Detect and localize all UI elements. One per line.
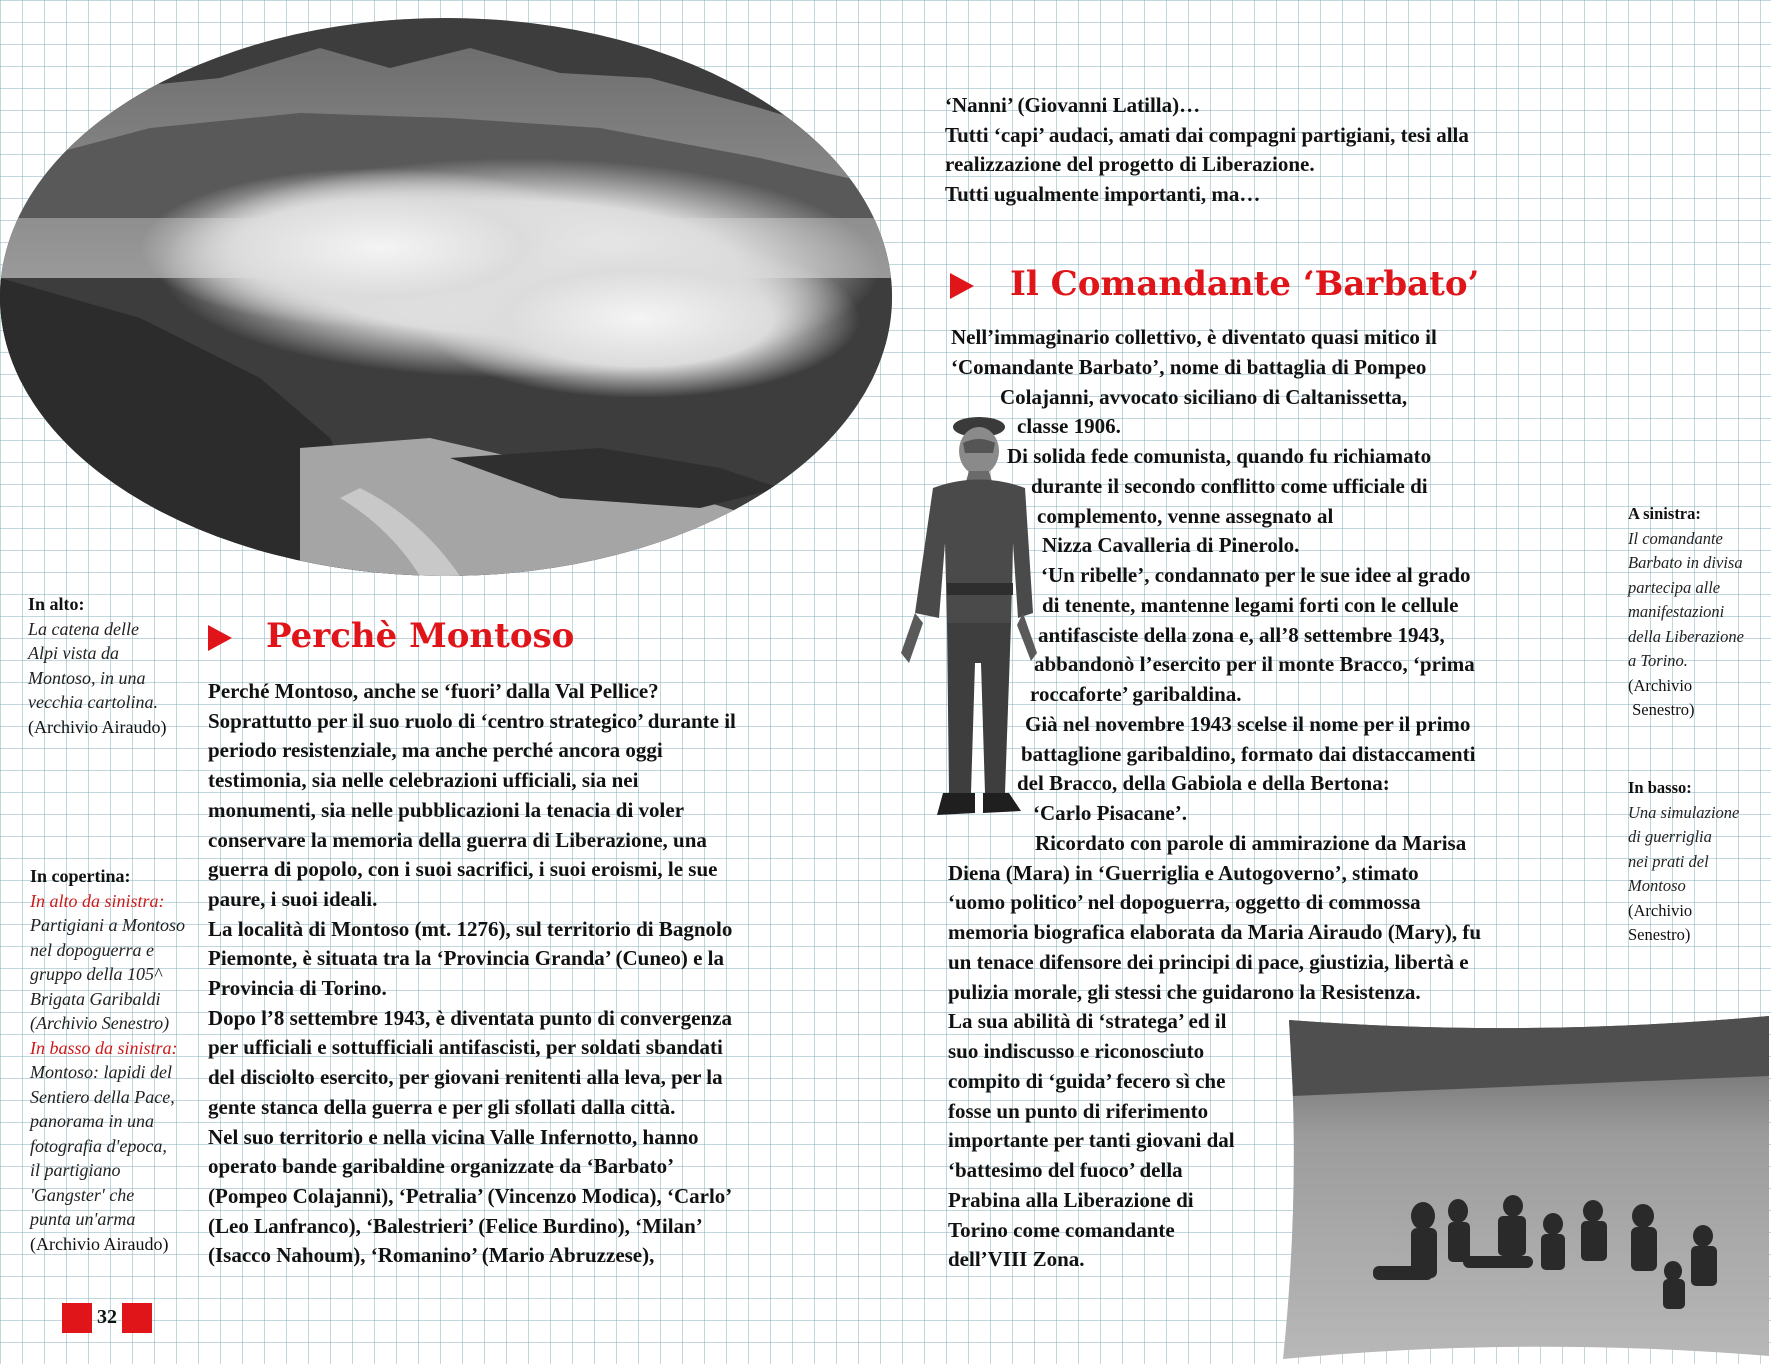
- caption-credit: (Archivio: [1628, 675, 1693, 695]
- body-line: paure, i suoi ideali.: [208, 886, 378, 911]
- body-line-wrapper: [1042, 531, 1299, 561]
- body-line: roccaforte’ garibaldina.: [1030, 682, 1242, 706]
- caption-line: partecipa alle: [1628, 577, 1721, 597]
- body-line: Piemonte, è situata tra la ‘Provincia Granda’ (Cuneo) e la: [208, 946, 724, 971]
- body-line: per ufficiali e sottufficiali antifascisti, per soldati sbandati: [208, 1035, 723, 1060]
- body-line: Nizza Cavalleria di Pinerolo.: [1042, 533, 1300, 558]
- body-line: ‘uomo politico’ nel dopoguerra, oggetto di commossa: [948, 890, 1421, 915]
- page-number: [62, 1303, 150, 1333]
- body-line-wrapper: [1031, 472, 1428, 502]
- body-line: conservare la memoria della guerra di Liberazione, una: [208, 827, 707, 852]
- body-line: battaglione garibaldino, formato dai distaccamenti: [1021, 741, 1476, 766]
- caption-credit: (Archivio: [1628, 900, 1693, 920]
- body-line: ‘battesimo del fuoco’ della: [948, 1158, 1183, 1182]
- body-line-wrapper: [948, 859, 1419, 889]
- body-line-wrapper: [1035, 829, 1466, 859]
- caption-line: gruppo della 105^: [30, 964, 162, 984]
- body-line-wrapper: [1021, 740, 1475, 770]
- body-line-wrapper: [1038, 621, 1445, 651]
- caption-left-portrait: [1628, 502, 1744, 723]
- body-line: Soprattutto per il suo ruolo di ‘centro strategico’ durante il: [208, 708, 736, 733]
- caption-line: (Archivio Senestro): [30, 1013, 170, 1033]
- body-line-wrapper: [1030, 680, 1242, 710]
- caption-credit: Senestro): [1628, 925, 1691, 944]
- page-number-text: 32: [97, 1306, 117, 1328]
- caption-line: Montoso: lapidi del: [30, 1062, 172, 1082]
- page-number-marker-right: [122, 1303, 152, 1333]
- body-line: di tenente, mantenne legami forti con le cellule: [1042, 592, 1459, 617]
- body-line: durante il secondo conflitto come ufficiale di: [1031, 473, 1428, 498]
- body-line: testimonia, sia nelle celebrazioni ufficiali, sia nei: [208, 768, 639, 793]
- body-line: antifasciste della zona e, all’8 settembre 1943,: [1038, 622, 1445, 647]
- intro-line: Tutti ugualmente importanti, ma…: [945, 182, 1261, 207]
- caption-line: vecchia cartolina.: [28, 692, 158, 712]
- body-line: (Isacco Nahoum), ‘Romanino’ (Mario Abruzzese),: [208, 1243, 655, 1268]
- body-line: operato bande garibaldine organizzate da ‘Barbato’: [208, 1154, 675, 1179]
- intro-line: realizzazione del progetto di Liberazione.: [945, 152, 1315, 177]
- caption-sub-label: In alto da sinistra:: [30, 890, 165, 911]
- heading-text: Il Comandante ‘Barbato’: [1010, 264, 1480, 304]
- body-line: (Leo Lanfranco), ‘Balestrieri’ (Felice Burdino), ‘Milan’: [208, 1213, 703, 1238]
- body-line-wrapper: [948, 1186, 1194, 1216]
- body-line: un tenace difensore dei principi di pace, giustizia, libertà e: [948, 949, 1469, 974]
- caption-sub-label: In basso da sinistra:: [30, 1037, 178, 1058]
- body-line-wrapper: [948, 918, 1481, 948]
- body-line: Perché Montoso, anche se ‘fuori’ dalla Val Pellice?: [208, 679, 659, 703]
- body-line: classe 1906.: [1017, 414, 1121, 439]
- body-line: Provincia di Torino.: [208, 976, 387, 1001]
- caption-line: 'Gangster' che: [30, 1184, 135, 1205]
- body-line-wrapper: [951, 353, 1426, 383]
- body-line: ‘Carlo Pisacane’.: [1033, 801, 1187, 825]
- body-line: Già nel novembre 1943 scelse il nome per il primo: [1025, 711, 1471, 736]
- body-line: La località di Montoso (mt. 1276), sul territorio di Bagnolo: [208, 916, 733, 941]
- body-line: gente stanca della guerra e per gli sfollati dalla città.: [208, 1094, 676, 1119]
- caption-line: Montoso: [1628, 876, 1686, 895]
- caption-bottom-photo: [1628, 776, 1739, 948]
- body-line-wrapper: [1041, 561, 1471, 591]
- mountain-photo: [0, 18, 892, 576]
- caption-cover: [30, 864, 185, 1256]
- caption-top: [28, 592, 166, 739]
- heading-text: Perchè Montoso: [266, 616, 575, 656]
- body-line-wrapper: [951, 323, 1437, 353]
- caption-line: fotografia d'epoca,: [30, 1135, 167, 1156]
- body-line: Dopo l’8 settembre 1943, è diventata punto di convergenza: [208, 1005, 732, 1030]
- intro-line: Tutti ‘capi’ audaci, amati dai compagni partigiani, tesi alla: [945, 122, 1469, 147]
- caption-line: La catena delle: [28, 618, 139, 639]
- body-line-wrapper: [1034, 650, 1475, 680]
- triangle-bullet-icon: [950, 273, 974, 299]
- body-line-wrapper: [948, 888, 1421, 918]
- caption-line: nei prati del: [1628, 851, 1709, 871]
- caption-line: panorama in una: [30, 1111, 155, 1131]
- caption-credit: (Archivio Airaudo): [28, 716, 167, 737]
- body-line-wrapper: [948, 1126, 1235, 1156]
- caption-line: Una simulazione: [1628, 802, 1740, 822]
- intro-line: ‘Nanni’ (Giovanni Latilla)…: [945, 93, 1201, 117]
- body-line: La sua abilità di ‘stratega’ ed il: [948, 1009, 1227, 1034]
- body-line: monumenti, sia nelle pubblicazioni la tenacia di voler: [208, 797, 685, 822]
- body-line: del disciolto esercito, per giovani renitenti alla leva, per la: [208, 1065, 723, 1090]
- body-line: fosse un punto di riferimento: [948, 1098, 1209, 1123]
- body-line-wrapper: [948, 1245, 1085, 1275]
- caption-line: Alpi vista da: [28, 643, 119, 663]
- caption-label: In copertina:: [30, 866, 131, 886]
- caption-line: Montoso, in una: [28, 667, 146, 688]
- body-line: Diena (Mara) in ‘Guerriglia e Autogoverno’, stimato: [948, 860, 1419, 885]
- body-line-wrapper: [1037, 502, 1333, 532]
- left-body-text: [208, 677, 736, 1271]
- section-heading-montoso: [208, 616, 574, 656]
- caption-credit: (Archivio Airaudo): [30, 1233, 169, 1254]
- caption-credit: Senestro): [1628, 700, 1695, 719]
- body-line: suo indiscusso e riconosciuto: [948, 1039, 1205, 1063]
- guerrilla-group-photo: [1283, 1016, 1769, 1359]
- body-line: dell’VIII Zona.: [948, 1247, 1085, 1272]
- body-line: (Pompeo Colajanni), ‘Petralia’ (Vincenzo Modica), ‘Carlo’: [208, 1183, 733, 1208]
- page-number-marker-left: [62, 1303, 92, 1333]
- body-line: Colajanni, avvocato siciliano di Caltanissetta,: [1000, 384, 1408, 409]
- caption-label: In alto:: [28, 594, 85, 614]
- caption-line: della Liberazione: [1628, 626, 1744, 646]
- body-line: periodo resistenziale, ma anche perché ancora oggi: [208, 738, 663, 763]
- body-line-wrapper: [948, 1037, 1204, 1067]
- body-line: ‘Un ribelle’, condannato per le sue idee al grado: [1041, 563, 1471, 587]
- body-line: del Bracco, della Gabiola e della Bertona:: [1017, 771, 1390, 796]
- body-line: ‘Comandante Barbato’, nome di battaglia di Pompeo: [951, 354, 1427, 379]
- barbato-portrait-photo: [893, 413, 1045, 843]
- body-line-wrapper: [1000, 383, 1407, 413]
- caption-line: Barbato in divisa: [1628, 553, 1743, 572]
- body-line: compito di ‘guida’ fecero sì che: [948, 1068, 1226, 1093]
- body-line-wrapper: [948, 1156, 1183, 1186]
- body-line-wrapper: [948, 1067, 1225, 1097]
- body-line: memoria biografica elaborata da Maria Airaudo (Mary), fu: [948, 920, 1482, 944]
- body-line-wrapper: [948, 1097, 1208, 1127]
- caption-line: Il comandante: [1628, 528, 1723, 548]
- body-line: abbandonò l’esercito per il monte Bracco, ‘prima: [1034, 652, 1475, 677]
- caption-line: a Torino.: [1628, 651, 1688, 670]
- body-line: importante per tanti giovani dal: [948, 1128, 1235, 1153]
- body-line-wrapper: [1007, 442, 1431, 472]
- caption-line: il partigiano: [30, 1160, 121, 1180]
- caption-line: Brigata Garibaldi: [30, 988, 161, 1009]
- caption-line: nel dopoguerra e: [30, 939, 154, 960]
- body-line: complemento, venne assegnato al: [1037, 503, 1334, 528]
- body-line: Ricordato con parole di ammirazione da Marisa: [1035, 830, 1467, 855]
- body-line: Torino come comandante: [948, 1217, 1175, 1242]
- body-line-wrapper: [948, 978, 1421, 1008]
- caption-line: manifestazioni: [1628, 602, 1725, 621]
- caption-label: In basso:: [1628, 778, 1692, 797]
- caption-line: punta un'arma: [30, 1209, 136, 1229]
- body-line-wrapper: [1025, 710, 1470, 740]
- right-intro-text: [945, 91, 1469, 210]
- body-line: Nell’immaginario collettivo, è diventato quasi mitico il: [951, 325, 1437, 349]
- triangle-bullet-icon: [208, 625, 232, 651]
- caption-line: Partigiani a Montoso: [30, 915, 186, 935]
- body-line: Prabina alla Liberazione di: [948, 1187, 1194, 1212]
- body-line-wrapper: [948, 1007, 1226, 1037]
- caption-line: di guerriglia: [1628, 827, 1712, 846]
- body-line: Di solida fede comunista, quando fu richiamato: [1007, 444, 1432, 468]
- caption-label: A sinistra:: [1628, 504, 1701, 523]
- body-line-wrapper: [948, 1216, 1175, 1246]
- body-line: Nel suo territorio e nella vicina Valle Infernotto, hanno: [208, 1124, 699, 1149]
- body-line: guerra di popolo, con i suoi sacrifici, i suoi eroismi, le sue: [208, 857, 718, 882]
- section-heading-barbato: [950, 264, 1479, 304]
- body-line-wrapper: [948, 948, 1469, 978]
- body-line-wrapper: [1017, 769, 1390, 799]
- body-line-wrapper: [1042, 591, 1458, 621]
- caption-line: Sentiero della Pace,: [30, 1086, 175, 1107]
- body-line-wrapper: [1033, 799, 1187, 829]
- body-line: pulizia morale, gli stessi che guidarono la Resistenza.: [948, 979, 1421, 1004]
